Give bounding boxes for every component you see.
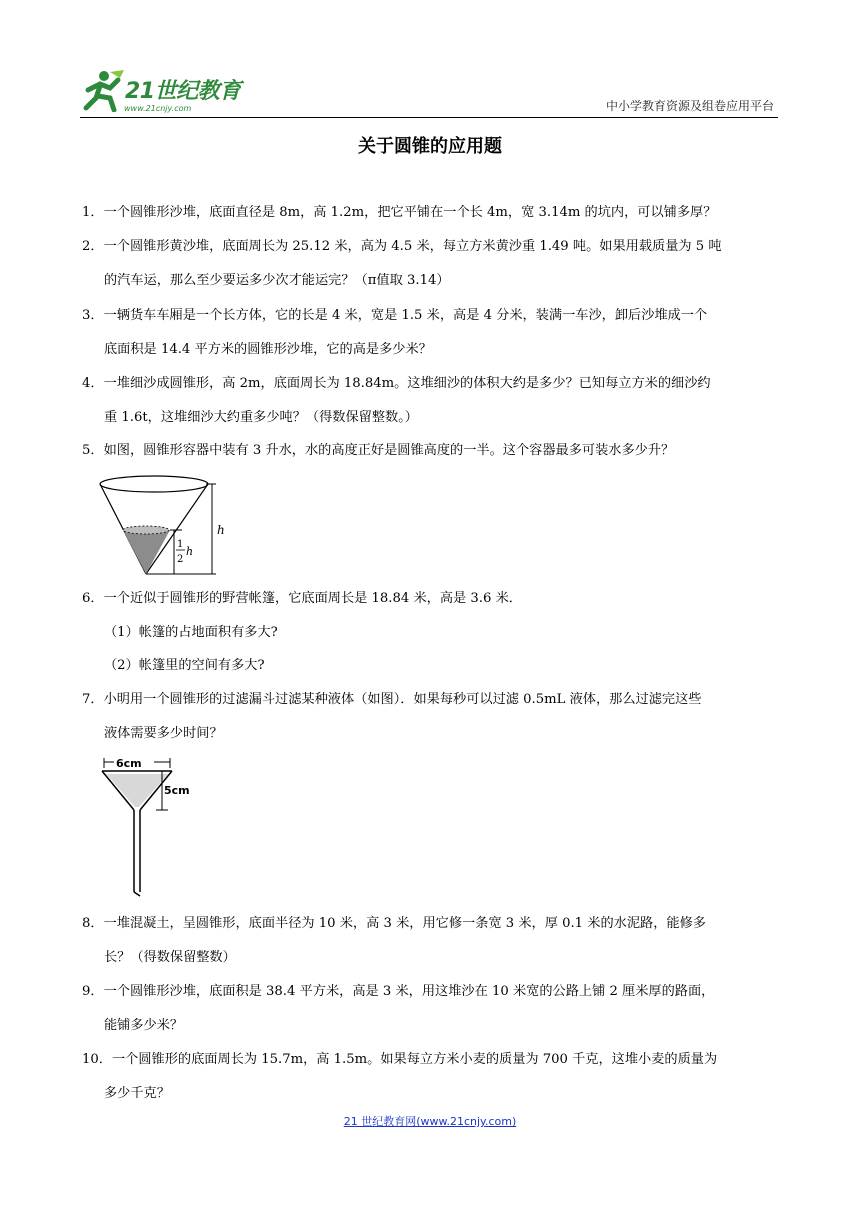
- header-divider: [80, 117, 778, 118]
- question-6: 6．一个近似于圆锥形的野营帐篷，它底面周长是 18.84 米，高是 3.6 米．: [82, 591, 522, 606]
- footer-link[interactable]: 21 世纪教育网(www.21cnjy.com): [343, 1115, 517, 1128]
- question-3: 3．一辆货车车厢是一个长方体，它的长是 4 米，宽是 1.5 米，高是 4 分米，装满一车沙，卸后沙堆成一个: [82, 308, 708, 323]
- question-4: 4．一堆细沙成圆锥形，高 2m，底面周长为 18.84m。这堆细沙的体积大约是多少？已知每立方米的细沙约: [82, 376, 711, 391]
- question-9: 9．一个圆锥形沙堆，底面积是 38.4 平方米，高是 3 米，用这堆沙在 10 米宽的公路上铺 2 厘米厚的路面，: [82, 984, 715, 999]
- half-height-label: h: [186, 545, 194, 558]
- fraction-numerator: 1: [177, 539, 184, 550]
- question-10: 10．一个圆锥形的底面周长为 15.7m，高 1.5m。如果每立方米小麦的质量为 700 千克，这堆小麦的质量为: [82, 1052, 718, 1067]
- brand-logo: [80, 68, 260, 118]
- question-6-part-2: （2）帐篷里的空间有多大?: [104, 658, 265, 673]
- funnel-figure: [98, 754, 194, 900]
- question-10-cont: 多少千克？: [104, 1086, 170, 1101]
- question-8: 8．一堆混凝土，呈圆锥形，底面半径为 10 米，高 3 米，用它修一条宽 3 米，厚 0.1 米的水泥路，能修多: [82, 916, 706, 931]
- question-7-cont: 液体需要多少时间？: [104, 726, 223, 741]
- cone-figure: [98, 474, 238, 582]
- question-3-cont: 底面积是 14.4 平方米的圆锥形沙堆，它的高是多少米？: [104, 342, 432, 357]
- funnel-width-label: 6cm: [116, 757, 142, 770]
- question-4-cont: 重 1.6t，这堆细沙大约重多少吨？（得数保留整数。）: [104, 410, 418, 425]
- question-9-cont: 能铺多少米？: [104, 1018, 184, 1033]
- question-6-part-1: （1）帐篷的占地面积有多大?: [104, 625, 278, 640]
- platform-label: 中小学教育资源及组卷应用平台: [605, 99, 774, 113]
- page-title: 关于圆锥的应用题: [358, 136, 502, 157]
- fraction-denominator: 2: [177, 554, 184, 565]
- question-5: 5．如图，圆锥形容器中装有 3 升水，水的高度正好是圆锥高度的一半。这个容器最多可装水多少升？: [82, 443, 675, 458]
- logo-url: www.21cnjy.com: [124, 104, 192, 113]
- runner-icon: [80, 68, 126, 112]
- logo-text: 21世纪教育: [125, 79, 241, 104]
- question-7: 7．小明用一个圆锥形的过滤漏斗过滤某种液体（如图）．如果每秒可以过滤 0.5mL 液体，那么过滤完这些: [82, 692, 702, 707]
- question-2-cont: 的汽车运，那么至少要运多少次才能运完？（π值取 3.14）: [104, 273, 450, 288]
- height-label: h: [217, 523, 225, 537]
- question-8-cont: 长？（得数保留整数）: [104, 950, 236, 965]
- question-1: 1．一个圆锥形沙堆，底面直径是 8m，高 1.2m，把它平铺在一个长 4m，宽 3.14m 的坑内，可以铺多厚？: [82, 205, 717, 220]
- funnel-height-label: 5cm: [164, 784, 190, 797]
- question-2: 2．一个圆锥形黄沙堆，底面周长为 25.12 米，高为 4.5 米，每立方米黄沙重 1.49 吨。如果用载质量为 5 吨: [82, 239, 722, 254]
